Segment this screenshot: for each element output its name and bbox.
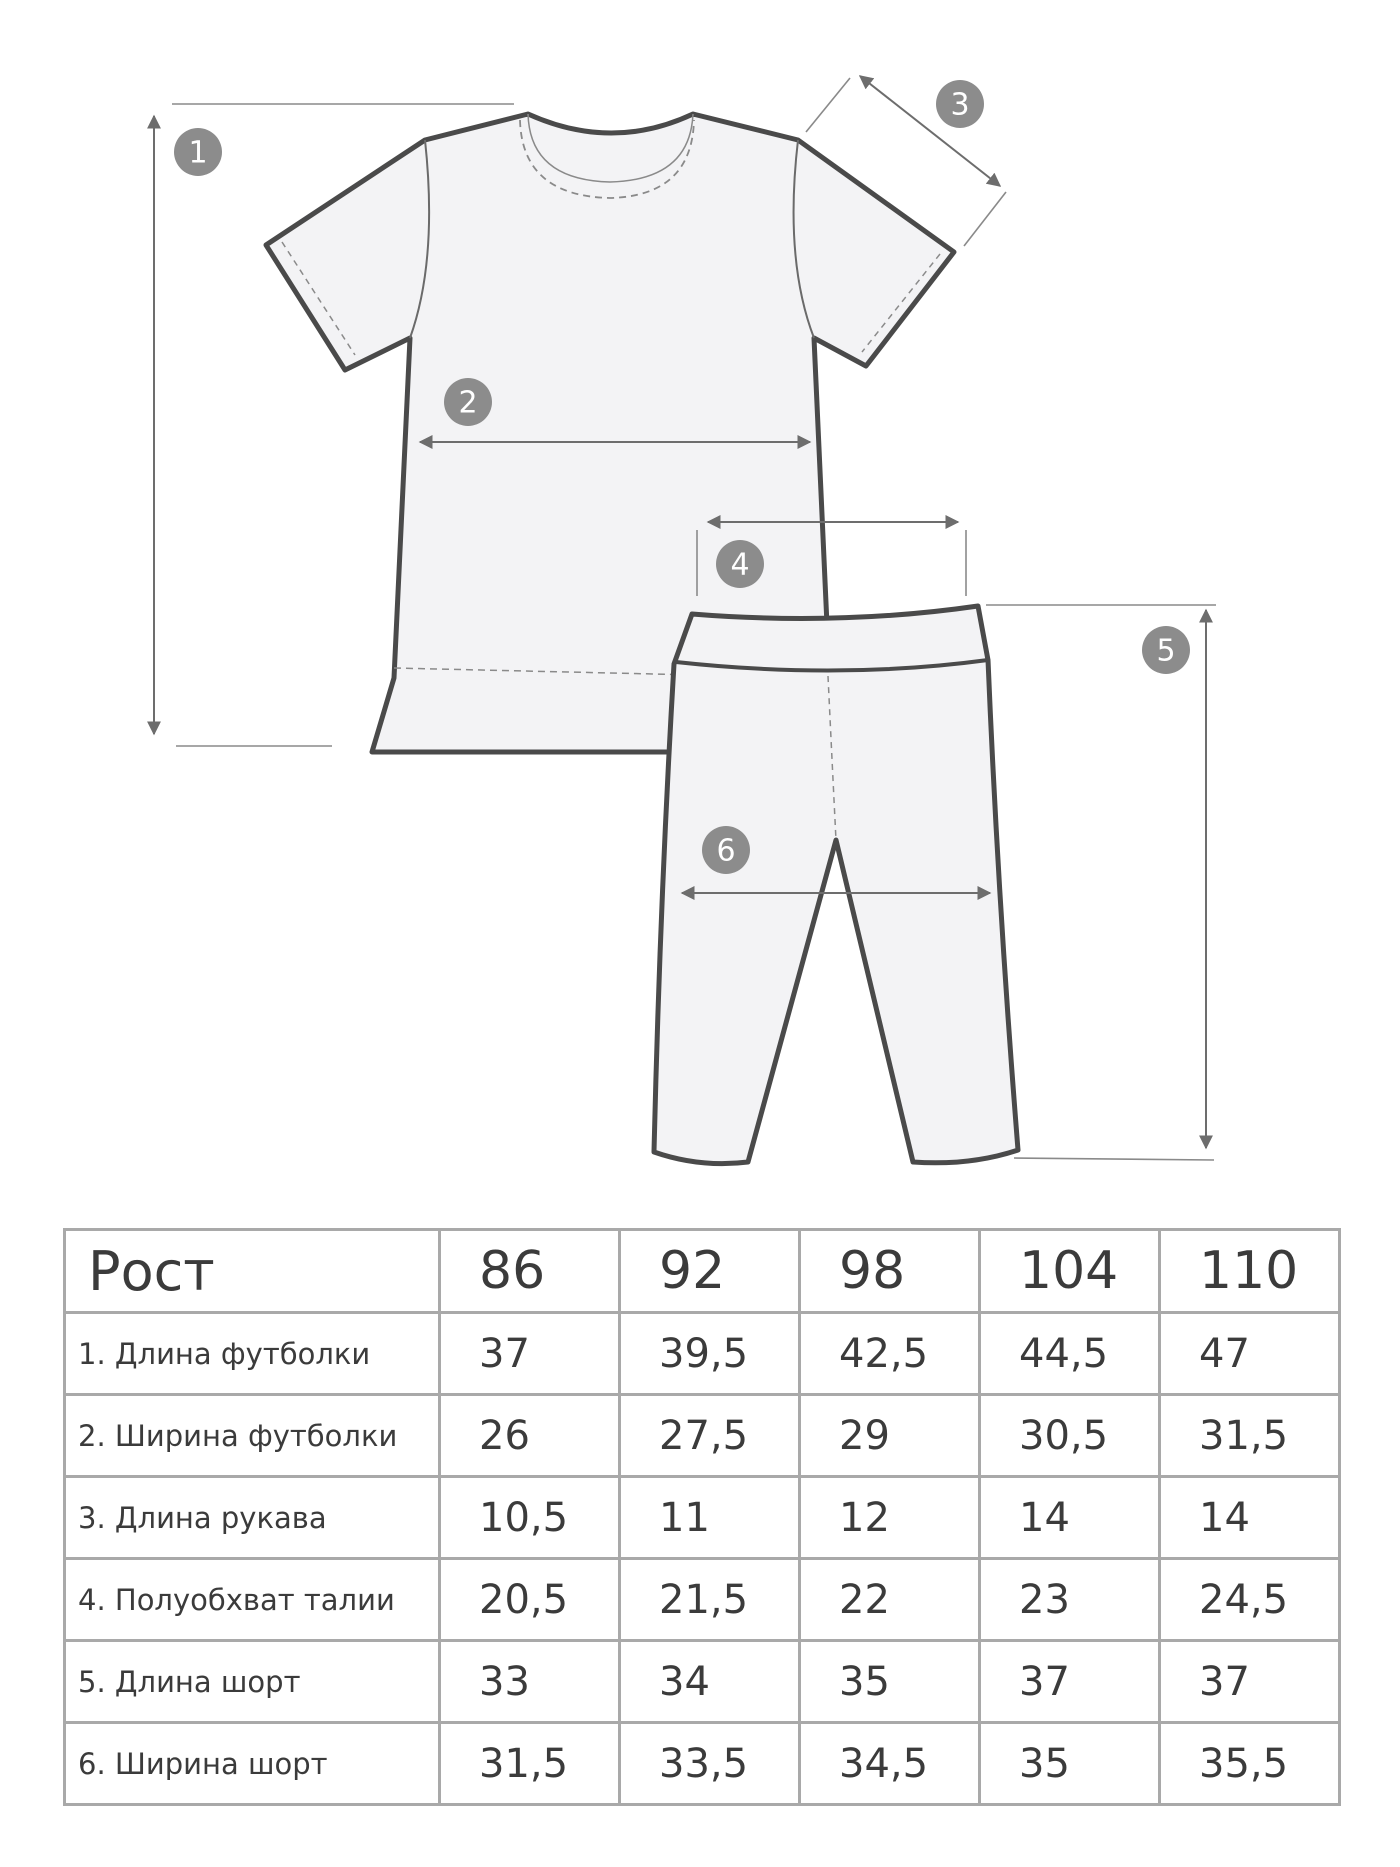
table-row: [65, 1641, 1340, 1723]
table-cell: 10,5: [440, 1477, 620, 1559]
table-cell: 31,5: [440, 1723, 620, 1805]
table-cell: 34: [620, 1641, 800, 1723]
table-cell: 44,5: [980, 1313, 1160, 1395]
size-header: 110: [1160, 1230, 1340, 1313]
svg-text:2: 2: [458, 385, 478, 421]
size-header: 104: [980, 1230, 1160, 1313]
table-row: [65, 1395, 1340, 1477]
table-cell: 37: [1160, 1641, 1340, 1723]
size-table: [63, 1228, 1341, 1806]
table-cell: 33,5: [620, 1723, 800, 1805]
svg-text:3: 3: [950, 87, 970, 123]
svg-text:5: 5: [1156, 633, 1176, 669]
marker-2: [444, 378, 492, 426]
row-label: 3. Длина рукава: [65, 1477, 440, 1559]
table-cell: 14: [1160, 1477, 1340, 1559]
table-cell: 20,5: [440, 1559, 620, 1641]
table-cell: 42,5: [800, 1313, 980, 1395]
marker-4: [716, 540, 764, 588]
trousers-drawing: [654, 606, 1018, 1164]
table-cell: 26: [440, 1395, 620, 1477]
trousers-outline: [654, 606, 1018, 1164]
marker-6: [702, 826, 750, 874]
table-cell: 37: [980, 1641, 1160, 1723]
row-label: 1. Длина футболки: [65, 1313, 440, 1395]
table-cell: 35: [980, 1723, 1160, 1805]
table-cell: 11: [620, 1477, 800, 1559]
table-row: [65, 1477, 1340, 1559]
table-cell: 14: [980, 1477, 1160, 1559]
table-cell: 23: [980, 1559, 1160, 1641]
table-header-row: [65, 1230, 1340, 1313]
marker-5: [1142, 626, 1190, 674]
table-cell: 35: [800, 1641, 980, 1723]
table-cell: 24,5: [1160, 1559, 1340, 1641]
table-cell: 31,5: [1160, 1395, 1340, 1477]
row-label: 2. Ширина футболки: [65, 1395, 440, 1477]
table-cell: 35,5: [1160, 1723, 1340, 1805]
svg-text:4: 4: [730, 547, 750, 583]
table-row: [65, 1559, 1340, 1641]
table-cell: 12: [800, 1477, 980, 1559]
table-cell: 21,5: [620, 1559, 800, 1641]
table-cell: 27,5: [620, 1395, 800, 1477]
table-cell: 47: [1160, 1313, 1340, 1395]
table-cell: 39,5: [620, 1313, 800, 1395]
size-header: 92: [620, 1230, 800, 1313]
size-header: 98: [800, 1230, 980, 1313]
row-label: 6. Ширина шорт: [65, 1723, 440, 1805]
svg-text:1: 1: [188, 135, 208, 171]
table-cell: 34,5: [800, 1723, 980, 1805]
table-cell: 33: [440, 1641, 620, 1723]
table-cell: 30,5: [980, 1395, 1160, 1477]
height-header: Рост: [65, 1230, 440, 1313]
table-cell: 29: [800, 1395, 980, 1477]
svg-text:6: 6: [716, 833, 736, 869]
table-row: [65, 1723, 1340, 1805]
table-row: [65, 1313, 1340, 1395]
marker-1: [174, 128, 222, 176]
table-cell: 22: [800, 1559, 980, 1641]
row-label: 4. Полуобхват талии: [65, 1559, 440, 1641]
marker-3: [936, 80, 984, 128]
row-label: 5. Длина шорт: [65, 1641, 440, 1723]
size-header: 86: [440, 1230, 620, 1313]
table-cell: 37: [440, 1313, 620, 1395]
